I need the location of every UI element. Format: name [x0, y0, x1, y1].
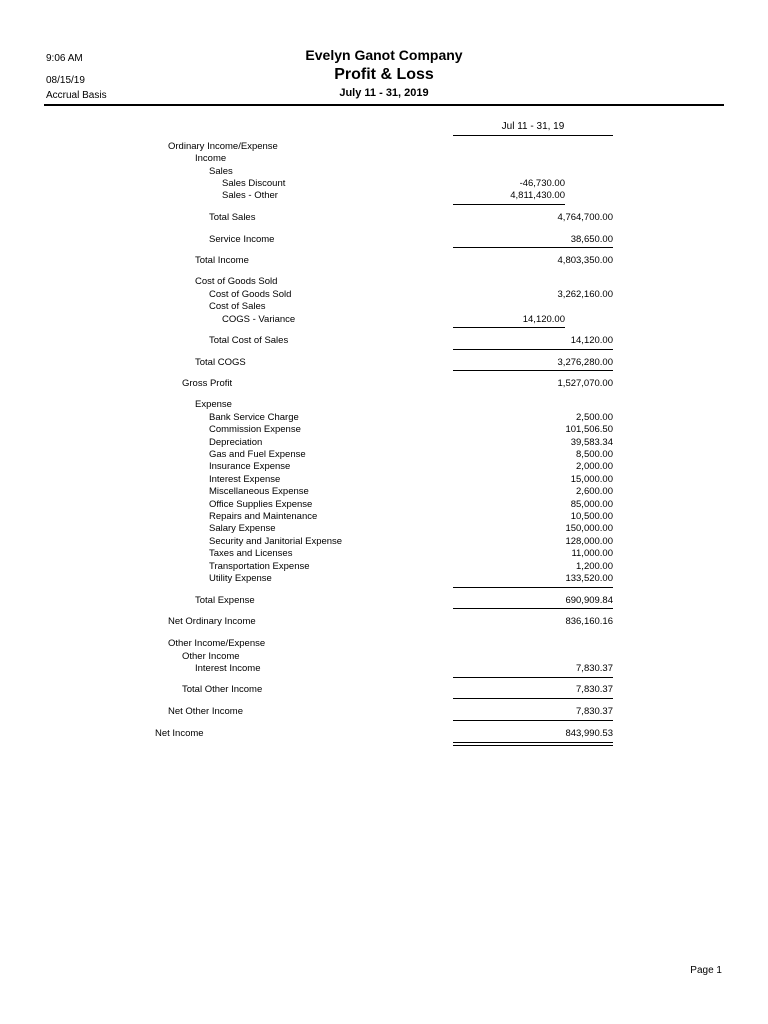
row-label: Total Expense [195, 595, 255, 606]
row-label: Net Other Income [168, 706, 243, 717]
row-label: Cost of Goods Sold [195, 276, 278, 287]
column-header: Jul 11 - 31, 19 [501, 121, 565, 132]
subtotal-rule [453, 247, 613, 248]
row-amount: 39,583.34 [570, 437, 613, 448]
row-label: Security and Janitorial Expense [209, 536, 343, 547]
row-label: Total Sales [209, 212, 256, 223]
report-time: 9:06 AM [46, 53, 83, 64]
report-row [0, 398, 768, 411]
row-label: Interest Income [195, 663, 261, 674]
row-amount: 8,500.00 [576, 449, 613, 460]
row-label: Bank Service Charge [209, 412, 299, 423]
row-amount: 7,830.37 [576, 663, 613, 674]
row-label: Miscellaneous Expense [209, 486, 309, 497]
report-row [0, 423, 768, 436]
row-label: Depreciation [209, 437, 263, 448]
row-label: Utility Expense [209, 573, 272, 584]
subtotal-rule [453, 349, 613, 350]
report-date: 08/15/19 [46, 75, 85, 86]
report-row [0, 189, 768, 202]
row-amount: 128,000.00 [565, 536, 613, 547]
company-name: Evelyn Ganot Company [305, 47, 463, 63]
row-label: Ordinary Income/Expense [168, 141, 278, 152]
row-label: Other Income [182, 651, 240, 662]
report-row [0, 485, 768, 498]
row-amount: 133,520.00 [565, 573, 613, 584]
row-label: Interest Expense [209, 474, 281, 485]
row-label: Repairs and Maintenance [209, 511, 318, 522]
row-amount: 7,830.37 [576, 706, 613, 717]
row-amount: 14,120.00 [522, 314, 565, 325]
row-label: Service Income [209, 234, 275, 245]
report-row [0, 313, 768, 326]
row-label: Cost of Goods Sold [209, 289, 292, 300]
row-label: Sales Discount [222, 178, 286, 189]
row-amount: 4,803,350.00 [557, 255, 613, 266]
report-row [0, 615, 768, 628]
row-label: Sales [209, 166, 233, 177]
row-amount: 38,650.00 [570, 234, 613, 245]
subtotal-rule [453, 677, 613, 678]
row-amount: 2,000.00 [576, 461, 613, 472]
row-label: Office Supplies Expense [209, 499, 313, 510]
report-row [0, 662, 768, 675]
report-row [0, 572, 768, 585]
subtotal-rule [453, 204, 565, 205]
report-row [0, 334, 768, 347]
subtotal-rule [453, 608, 613, 609]
row-amount: 7,830.37 [576, 684, 613, 695]
row-amount: 14,120.00 [570, 335, 613, 346]
report-row [0, 522, 768, 535]
row-label: Net Income [155, 728, 204, 739]
row-amount: 3,276,280.00 [557, 357, 613, 368]
row-label: Total Cost of Sales [209, 335, 289, 346]
row-label: Insurance Expense [209, 461, 291, 472]
report-title: Profit & Loss [334, 66, 434, 83]
report-row [0, 152, 768, 165]
row-amount: 1,200.00 [576, 561, 613, 572]
row-label: Total Other Income [182, 684, 263, 695]
row-label: Taxes and Licenses [209, 548, 293, 559]
report-row [0, 683, 768, 696]
double-rule-bottom [453, 745, 613, 746]
page-number: Page 1 [690, 965, 722, 976]
subtotal-rule [453, 587, 613, 588]
row-amount: 101,506.50 [565, 424, 613, 435]
row-amount: 2,600.00 [576, 486, 613, 497]
row-label: Gas and Fuel Expense [209, 449, 306, 460]
report-row [0, 211, 768, 224]
row-amount: 150,000.00 [565, 523, 613, 534]
double-rule-top [453, 742, 613, 743]
report-row [0, 637, 768, 650]
report-row [0, 254, 768, 267]
row-amount: 11,000.00 [571, 548, 613, 559]
row-amount: 690,909.84 [565, 595, 613, 606]
row-label: Cost of Sales [209, 301, 266, 312]
report-row [0, 300, 768, 313]
row-label: Sales - Other [222, 190, 278, 201]
row-label: Total Income [195, 255, 249, 266]
row-amount: 15,000.00 [570, 474, 613, 485]
report-row [0, 356, 768, 369]
row-amount: 3,262,160.00 [557, 289, 613, 300]
row-label: Income [195, 153, 227, 164]
report-row [0, 594, 768, 607]
row-label: Expense [195, 399, 232, 410]
row-amount: -46,730.00 [519, 178, 565, 189]
row-label: COGS - Variance [222, 314, 296, 325]
row-label: Transportation Expense [209, 561, 310, 572]
subtotal-rule [453, 698, 613, 699]
report-row [0, 233, 768, 246]
report-row [0, 275, 768, 288]
report-row [0, 727, 768, 740]
report-period: July 11 - 31, 2019 [339, 87, 429, 99]
accounting-basis: Accrual Basis [46, 90, 107, 101]
row-label: Gross Profit [182, 378, 233, 389]
row-amount: 10,500.00 [570, 511, 613, 522]
report-row [0, 705, 768, 718]
row-amount: 85,000.00 [570, 499, 613, 510]
row-label: Other Income/Expense [168, 638, 266, 649]
row-amount: 843,990.53 [565, 728, 613, 739]
row-amount: 2,500.00 [576, 412, 613, 423]
column-header-rule [453, 135, 613, 136]
row-amount: 836,160.16 [565, 616, 613, 627]
report-row [0, 547, 768, 560]
subtotal-rule [453, 370, 613, 371]
row-label: Salary Expense [209, 523, 276, 534]
row-label: Commission Expense [209, 424, 301, 435]
subtotal-rule [453, 720, 613, 721]
row-amount: 4,764,700.00 [557, 212, 613, 223]
report-row [0, 377, 768, 390]
report-row [0, 460, 768, 473]
subtotal-rule [453, 327, 565, 328]
row-label: Net Ordinary Income [168, 616, 256, 627]
row-amount: 4,811,430.00 [510, 190, 565, 201]
row-amount: 1,527,070.00 [557, 378, 613, 389]
header-rule [44, 104, 724, 106]
row-label: Total COGS [195, 357, 246, 368]
